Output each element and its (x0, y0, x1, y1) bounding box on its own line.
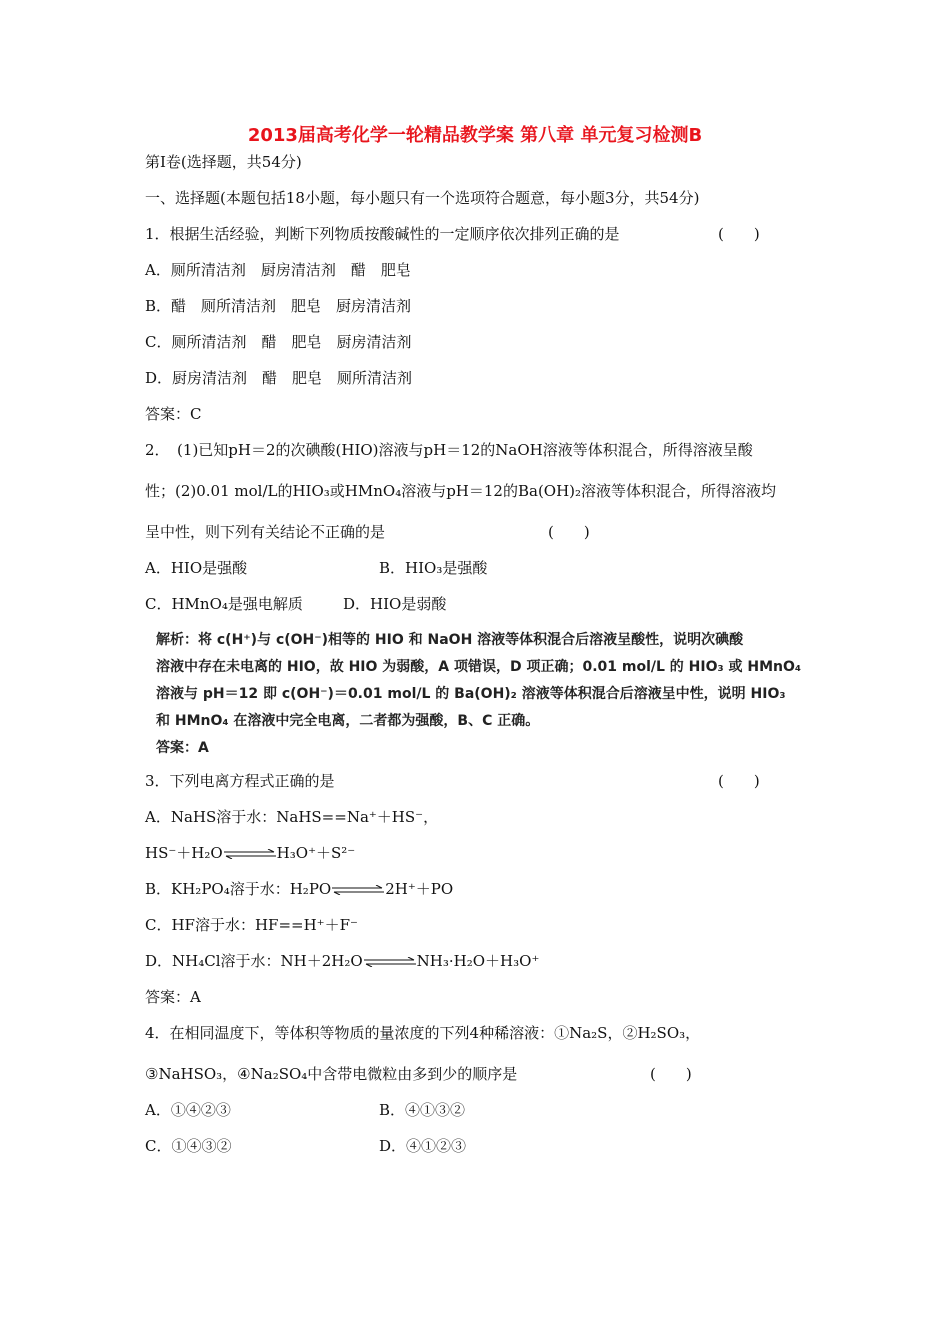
equilibrium-arrow-icon (332, 885, 384, 895)
analysis-line: 溶液中存在未电离的 HIO，故 HIO 为弱酸，A 项错误，D 项正确；0.01 mol/L 的 HIO₃ 或 HMnO₄ (156, 659, 802, 675)
q2-answer: 答案：A (156, 740, 209, 756)
analysis-line: 溶液与 pH＝12 即 c(OH⁻)＝0.01 mol/L 的 Ba(OH)₂ 溶液等体积混合后溶液呈中性，说明 HIO₃ (156, 686, 786, 702)
equilibrium-arrow-icon (364, 957, 416, 967)
q4-stem-line2: ③NaHSO₃，④Na₂SO₄中含带电微粒由多到少的顺序是 (145, 1065, 518, 1083)
q4-stem-line1: 4．在相同温度下，等体积等物质的量浓度的下列4种稀溶液：①Na₂S，②H₂SO₃， (145, 1024, 701, 1042)
q4-option-b: B．④①③② (379, 1101, 466, 1119)
q1-stem: 1．根据生活经验，判断下列物质按酸碱性的一定顺序依次排列正确的是 (145, 225, 620, 243)
q1-option-d: D．厨房清洁剂 醋 肥皂 厕所清洁剂 (145, 369, 413, 387)
q4-blank: ( ) (650, 1065, 692, 1083)
q3-option-c: C．HF溶于水：HF==H⁺＋F⁻ (145, 916, 358, 934)
q1-answer: 答案：C (145, 405, 202, 423)
q3-option-a-line1: A．NaHS溶于水：NaHS==Na⁺＋HS⁻， (145, 808, 439, 826)
q3-blank: ( ) (718, 772, 760, 790)
q3-option-a-line2 (145, 843, 355, 863)
equation-right: NH₃·H₂O＋H₃O⁺ (416, 952, 540, 970)
document-title: 2013届高考化学一轮精品教学案 第八章 单元复习检测B (247, 125, 703, 146)
instructions: 一、选择题(本题包括18小题，每小题只有一个选项符合题意，每小题3分，共54分) (145, 189, 700, 207)
q3-option-d (145, 951, 539, 971)
analysis-line: 和 HMnO₄ 在溶液中完全电离，二者都为强酸，B、C 正确。 (156, 713, 540, 729)
q2-option-a: A．HIO是强酸 (145, 559, 248, 577)
q3-answer: 答案：A (145, 988, 201, 1006)
q4-option-c: C．①④③② (145, 1137, 232, 1155)
analysis-line: 解析：将 c(H⁺)与 c(OH⁻)相等的 HIO 和 NaOH 溶液等体积混合后溶液呈酸性，说明次碘酸 (156, 632, 744, 648)
q4-option-d: D．④①②③ (379, 1137, 467, 1155)
q2-blank: ( ) (548, 523, 590, 541)
section-heading: 第Ⅰ卷(选择题，共54分) (145, 153, 302, 171)
equation-right: H₃O⁺＋S²⁻ (276, 844, 356, 862)
q1-option-c: C．厕所清洁剂 醋 肥皂 厨房清洁剂 (145, 333, 412, 351)
q2-option-d: D．HIO是弱酸 (343, 595, 447, 613)
q3-option-b (145, 879, 453, 899)
q1-option-a: A．厕所清洁剂 厨房清洁剂 醋 肥皂 (145, 261, 411, 279)
equation-left: D．NH₄Cl溶于水：NH＋2H₂O (145, 952, 363, 970)
q1-blank: ( ) (718, 225, 760, 243)
equation-left: HS⁻＋H₂O (145, 844, 223, 862)
equilibrium-arrow-icon (224, 849, 276, 859)
q2-analysis (156, 627, 820, 762)
equation-right: 2H⁺＋PO (385, 880, 454, 898)
q4-option-a: A．①④②③ (145, 1101, 231, 1119)
q1-option-b: B．醋 厕所清洁剂 肥皂 厨房清洁剂 (145, 297, 412, 315)
q2-stem-line1: 2． (1)已知pH＝2的次碘酸(HIO)溶液与pH＝12的NaOH溶液等体积混合，所得溶液呈酸 (145, 441, 753, 459)
q2-option-c: C．HMnO₄是强电解质 (145, 595, 303, 613)
q2-stem-line3: 呈中性，则下列有关结论不正确的是 (145, 523, 386, 541)
q2-option-b: B．HIO₃是强酸 (379, 559, 488, 577)
equation-left: B．KH₂PO₄溶于水：H₂PO (145, 880, 332, 898)
q2-stem-line2: 性；(2)0.01 mol/L的HIO₃或HMnO₄溶液与pH＝12的Ba(OH)₂溶液等体积混合，所得溶液均 (145, 482, 777, 500)
q3-stem: 3．下列电离方程式正确的是 (145, 772, 335, 790)
